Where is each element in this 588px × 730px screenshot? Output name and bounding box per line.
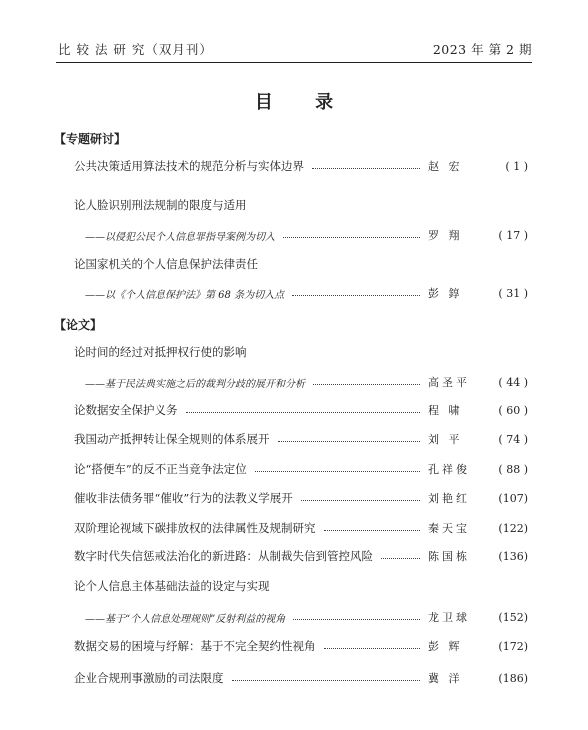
page-title: 目 录 xyxy=(254,92,352,113)
issue-number: 2023 年 第 2 期 xyxy=(432,42,532,57)
leader-dots xyxy=(186,412,421,413)
entry-page: (107) xyxy=(498,491,528,505)
entry-title: 论“搭便车”的反不正当竞争法定位 xyxy=(74,462,247,476)
entry-title: 论数据安全保护义务 xyxy=(74,403,178,417)
toc-entry[interactable] xyxy=(85,283,528,303)
entry-author: 陈国栋 xyxy=(428,550,470,563)
entry-author: 孔祥俊 xyxy=(428,463,470,476)
leader-dots xyxy=(278,441,421,442)
toc-entry[interactable] xyxy=(74,459,528,479)
entry-subtitle: ——以《个人信息保护法》第 68 条为切入点 xyxy=(85,289,285,301)
entry-page: ( 31 ) xyxy=(498,286,528,300)
toc-entry[interactable] xyxy=(74,400,528,420)
entry-title: 企业合规刑事激励的司法限度 xyxy=(74,671,224,685)
journal-name: 比 较 法 研 究（双月刊） xyxy=(58,42,213,57)
leader-dots xyxy=(381,558,420,559)
toc-entry[interactable] xyxy=(74,488,528,508)
entry-author: 彭 錞 xyxy=(428,287,463,300)
toc-entry[interactable] xyxy=(74,156,528,176)
entry-author: 程 啸 xyxy=(428,404,463,417)
entry-title: 公共决策适用算法技术的规范分析与实体边界 xyxy=(74,159,304,173)
leader-dots xyxy=(324,648,421,649)
entry-title: 双阶理论视域下碳排放权的法律属性及规制研究 xyxy=(74,521,316,535)
entry-title[interactable]: 论时间的经过对抵押权行使的影响 xyxy=(74,345,247,359)
entry-page: (172) xyxy=(498,639,528,653)
entry-title[interactable]: 论国家机关的个人信息保护法律责任 xyxy=(74,257,258,271)
entry-page: ( 44 ) xyxy=(498,375,528,389)
entry-author: 刘 平 xyxy=(428,433,463,446)
leader-dots xyxy=(292,295,420,296)
entry-subtitle: ——基于“个人信息处理规则”反射利益的视角 xyxy=(85,613,286,625)
entry-page: ( 74 ) xyxy=(498,432,528,446)
entry-title: 我国动产抵押转让保全规则的体系展开 xyxy=(74,432,270,446)
header-rule xyxy=(56,62,532,63)
leader-dots xyxy=(312,168,420,169)
entry-author: 秦天宝 xyxy=(428,522,470,535)
entry-author: 冀 洋 xyxy=(428,672,463,685)
entry-author: 彭 辉 xyxy=(428,640,463,653)
entry-page: (186) xyxy=(498,671,528,685)
toc-entry[interactable] xyxy=(74,429,528,449)
entry-title: 数字时代失信惩戒法治化的新进路：从制裁失信到管控风险 xyxy=(74,549,373,563)
entry-author: 龙卫球 xyxy=(428,611,470,624)
toc-entry[interactable] xyxy=(85,607,528,627)
toc-entry[interactable] xyxy=(74,668,528,688)
leader-dots xyxy=(293,619,420,620)
leader-dots xyxy=(283,237,420,238)
entry-page: ( 1 ) xyxy=(505,159,528,173)
entry-subtitle: ——以侵犯公民个人信息罪指导案例为切入 xyxy=(85,231,275,243)
entry-title[interactable]: 论人脸识别刑法规制的限度与适用 xyxy=(74,198,247,212)
leader-dots xyxy=(324,530,421,531)
leader-dots xyxy=(232,680,421,681)
toc-entry[interactable] xyxy=(74,546,528,566)
leader-dots xyxy=(313,384,420,385)
toc-entry[interactable] xyxy=(74,636,528,656)
entry-title: 催收非法债务罪“催收”行为的法教义学展开 xyxy=(74,491,293,505)
entry-page: ( 60 ) xyxy=(498,403,528,417)
toc-entry[interactable] xyxy=(85,225,528,245)
entry-author: 刘艳红 xyxy=(428,492,470,505)
toc-entry[interactable] xyxy=(74,518,528,538)
entry-author: 高圣平 xyxy=(428,376,470,389)
running-header xyxy=(56,40,532,58)
entry-subtitle: ——基于民法典实施之后的裁判分歧的展开和分析 xyxy=(85,378,305,390)
leader-dots xyxy=(255,471,420,472)
entry-title: 数据交易的困境与纾解：基于不完全契约性视角 xyxy=(74,639,316,653)
entry-page: (122) xyxy=(498,521,528,535)
entry-page: ( 17 ) xyxy=(498,228,528,242)
entry-page: (136) xyxy=(498,549,528,563)
section-heading-articles: 【论文】 xyxy=(54,318,103,332)
entry-author: 罗 翔 xyxy=(428,229,463,242)
entry-title[interactable]: 论个人信息主体基础法益的设定与实现 xyxy=(74,579,270,593)
section-heading-special: 【专题研讨】 xyxy=(54,132,127,146)
leader-dots xyxy=(301,500,420,501)
entry-page: ( 88 ) xyxy=(498,462,528,476)
entry-author: 赵 宏 xyxy=(428,160,463,173)
entry-page: (152) xyxy=(498,610,528,624)
toc-entry[interactable] xyxy=(85,372,528,392)
